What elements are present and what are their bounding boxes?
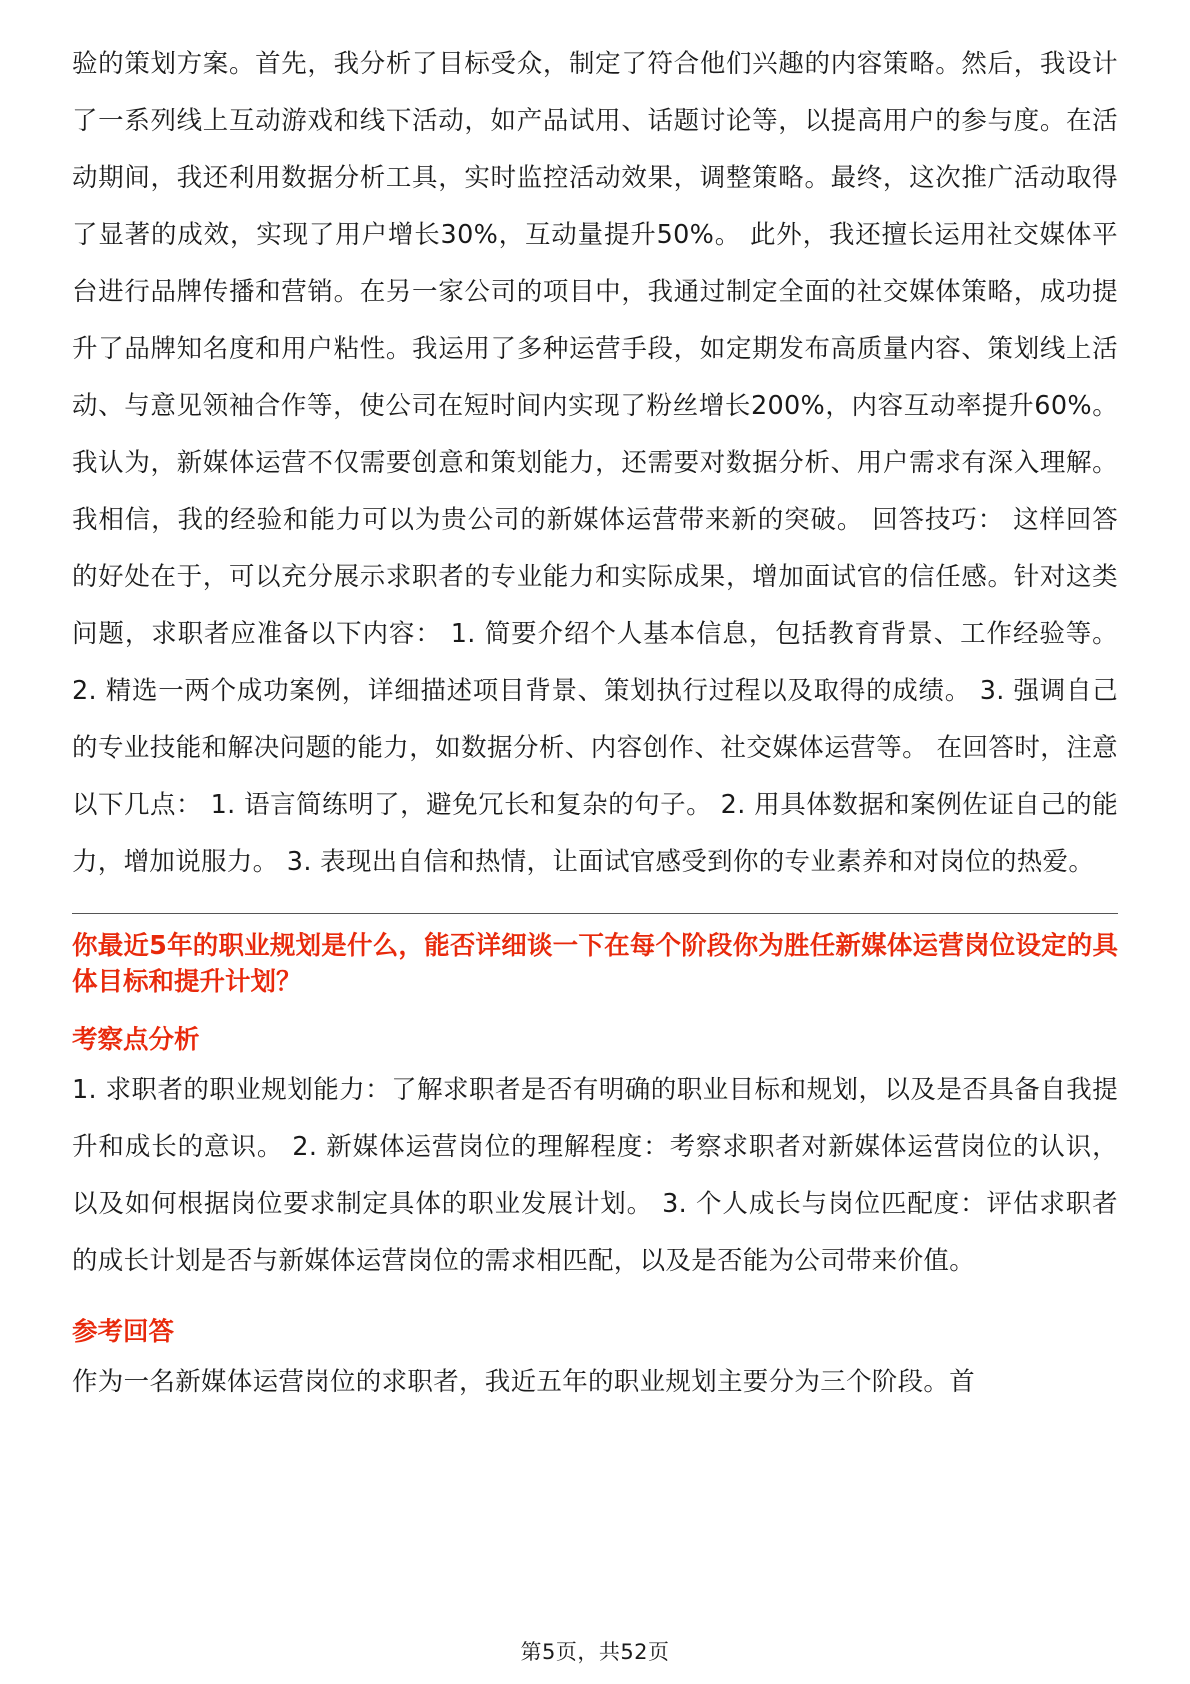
analysis-heading: 考察点分析 — [72, 1025, 200, 1055]
page-number: 第5页，共52页 — [520, 1640, 670, 1664]
section-divider — [72, 913, 1118, 914]
analysis-paragraph: 1. 求职者的职业规划能力：了解求职者是否有明确的职业目标和规划，以及是否具备自我提升和成长的意识。 2. 新媒体运营岗位的理解程度：考察求职者对新媒体运营岗位的认识，以及如何根据岗位要求制定具体的职业发展计划。 3. 个人成长与岗位匹配度：评估求职者的成长计划是否与新媒体运营岗位的需求相匹配，以及是否能为公司带来价值。 — [72, 1075, 1118, 1276]
answer-paragraph: 作为一名新媒体运营岗位的求职者，我近五年的职业规划主要分为三个阶段。首 — [72, 1367, 976, 1397]
document-page — [72, 36, 1118, 1411]
answer-heading: 参考回答 — [72, 1317, 175, 1347]
interview-question: 你最近5年的职业规划是什么，能否详细谈一下在每个阶段你为胜任新媒体运营岗位设定的具体目标和提升计划？ — [72, 931, 1118, 997]
continuation-paragraph: 验的策划方案。首先，我分析了目标受众，制定了符合他们兴趣的内容策略。然后，我设计了一系列线上互动游戏和线下活动，如产品试用、话题讨论等，以提高用户的参与度。在活动期间，我还利用数据分析工具，实时监控活动效果，调整策略。最终，这次推广活动取得了显著的成效，实现了用户增长30%，互动量提升50%。 此外，我还擅长运用社交媒体平台进行品牌传播和营销。在另一家公司的项目中，我通过制定全面的社交媒体策略，成功提升了品牌知名度和用户粘性。我运用了多种运营手段，如定期发布高质量内容、策划线上活动、与意见领袖合作等，使公司在短时间内实现了粉丝增长200%，内容互动率提升60%。 我认为，新媒体运营不仅需要创意和策划能力，还需要对数据分析、用户需求有深入理解。我相信，我的经验和能力可以为贵公司的新媒体运营带来新的突破。 回答技巧： 这样回答的好处在于，可以充分展示求职者的专业能力和实际成果，增加面试官的信任感。针对这类问题，求职者应准备以下内容： 1. 简要介绍个人基本信息，包括教育背景、工作经验等。 2. 精选一两个成功案例，详细描述项目背景、策划执行过程以及取得的成绩。 3. 强调自己的专业技能和解决问题的能力，如数据分析、内容创作、社交媒体运营等。 在回答时，注意以下几点： 1. 语言简练明了，避免冗长和复杂的句子。 2. 用具体数据和案例佐证自己的能力，增加说服力。 3. 表现出自信和热情，让面试官感受到你的专业素养和对岗位的热爱。 — [72, 49, 1118, 877]
